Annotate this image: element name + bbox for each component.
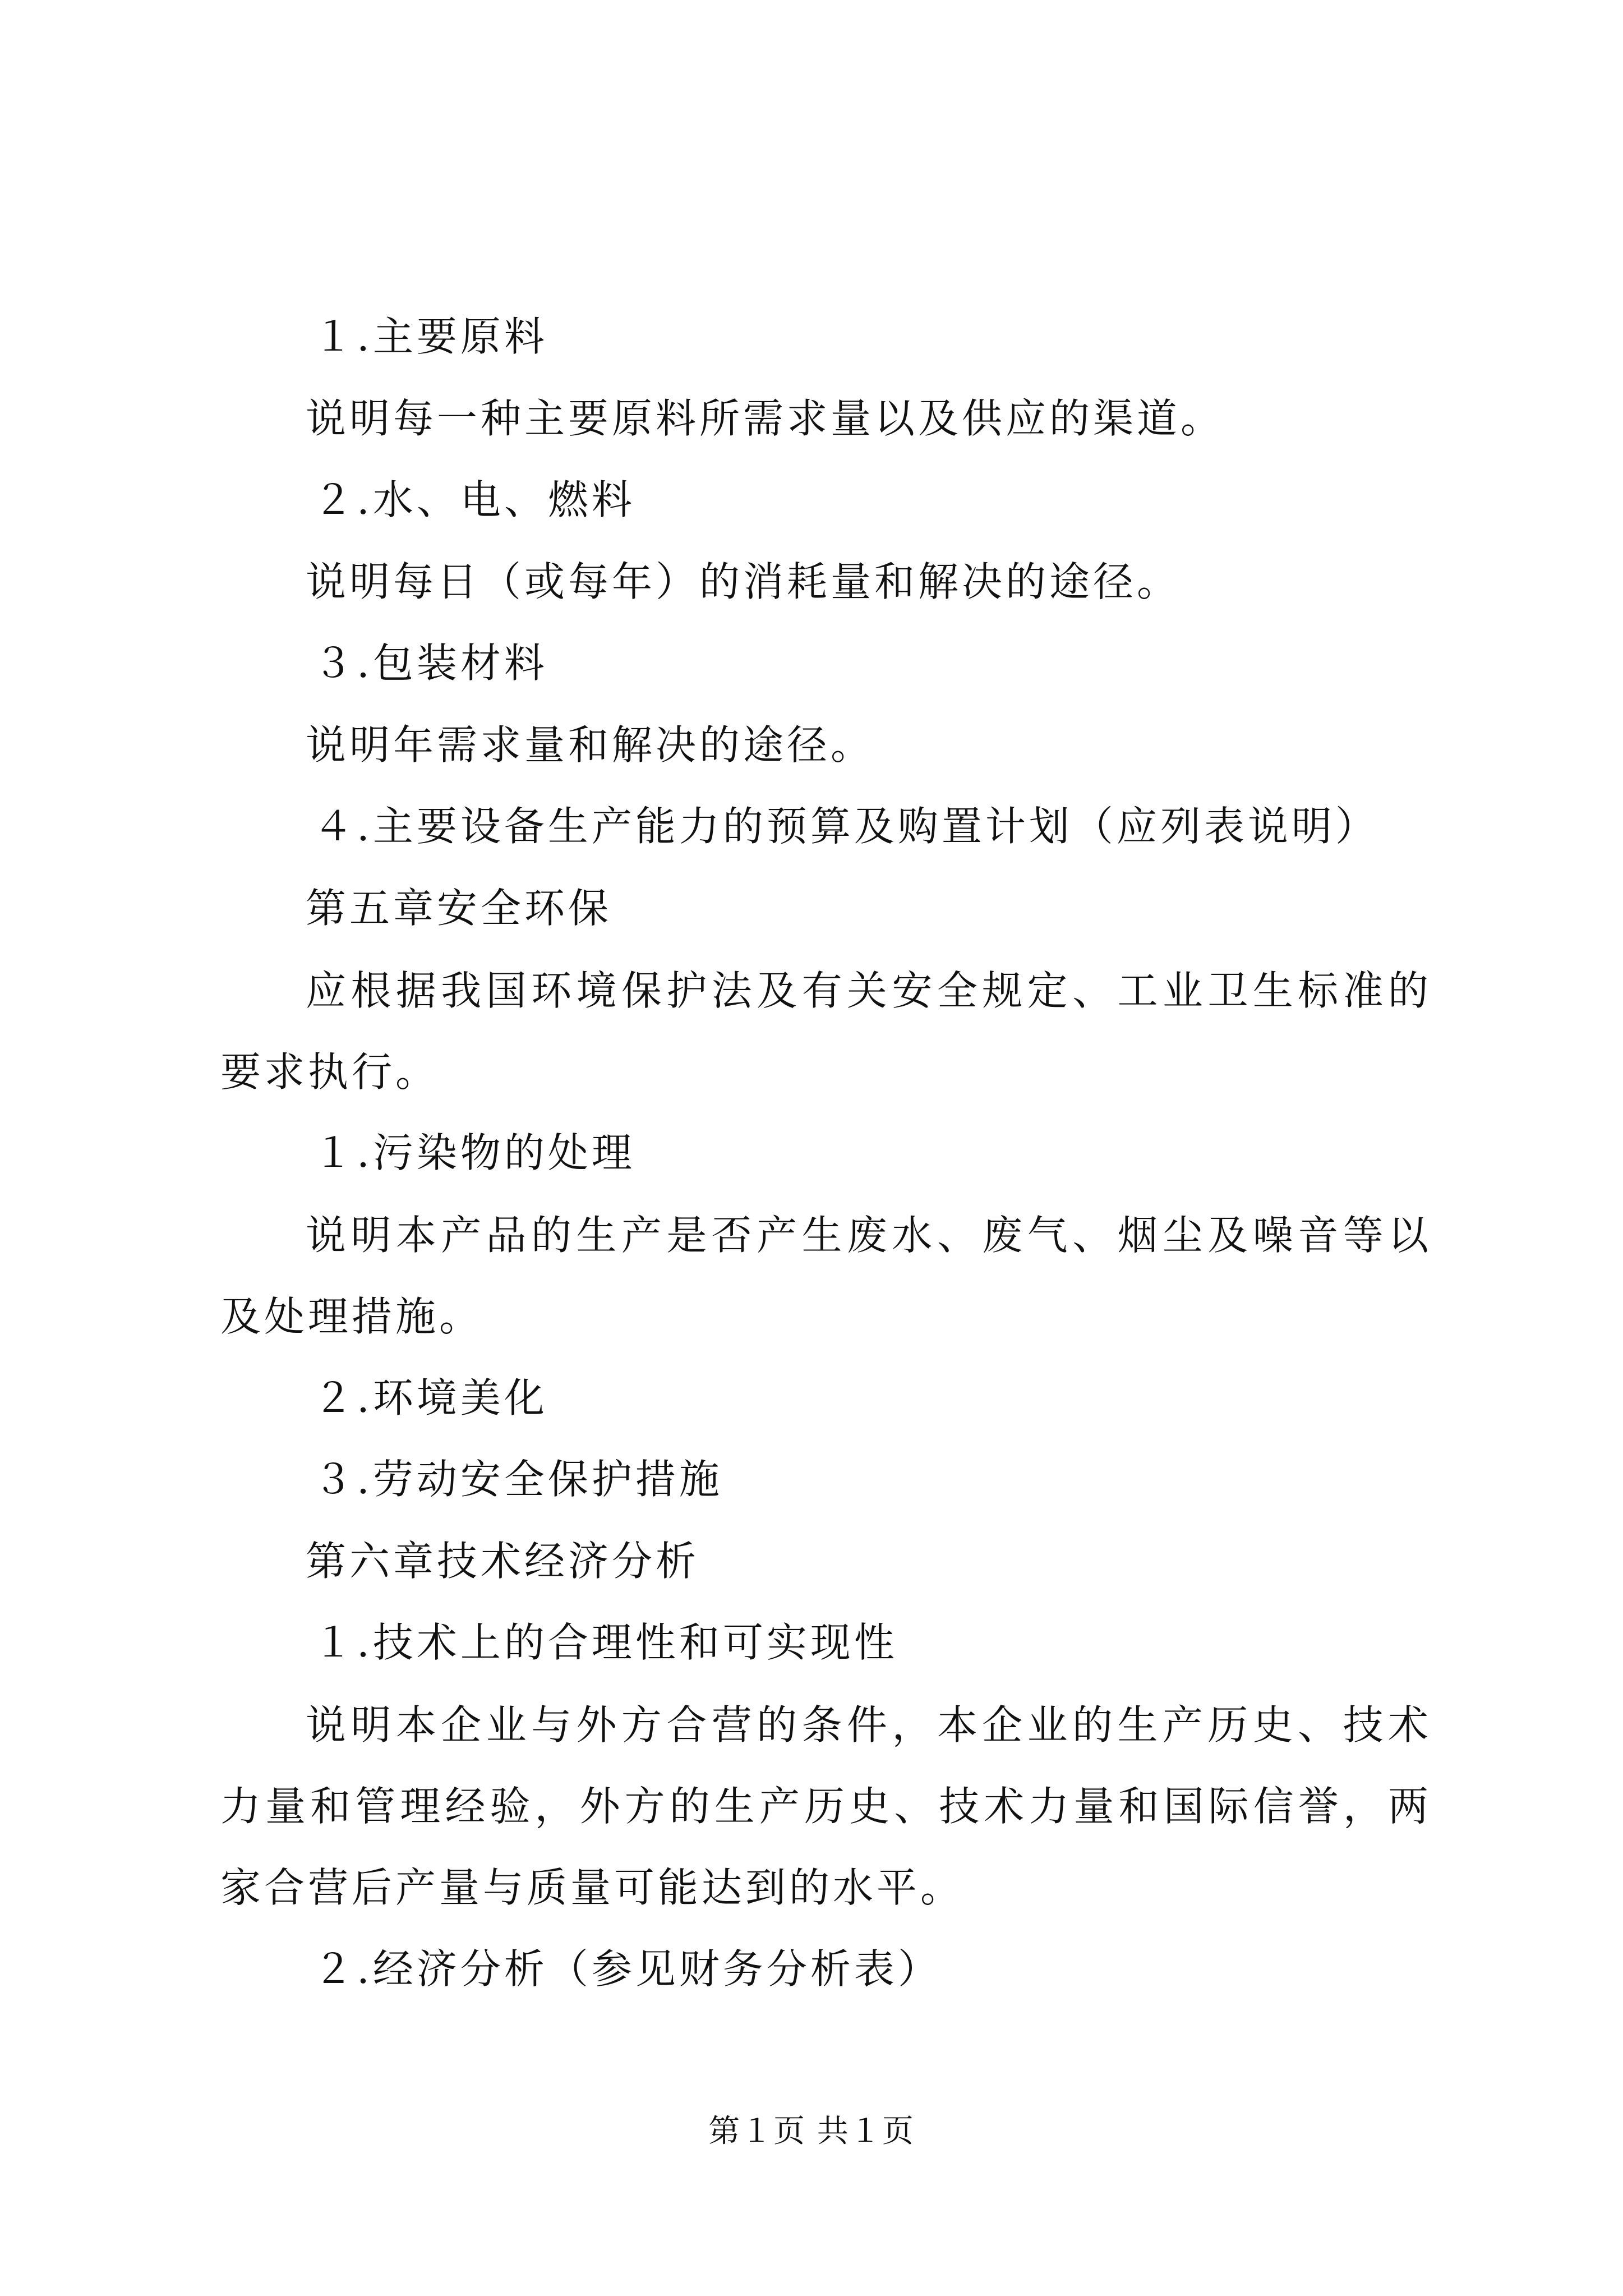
- item-packaging-materials: ３.包装材料: [313, 639, 548, 687]
- paragraph-pollutant-desc: 说明本产品的生产是否产生废水、废气、烟尘及噪音等以及处理措施。: [220, 1212, 1432, 1340]
- item-technical-feasibility: １.技术上的合理性和可实现性: [313, 1619, 898, 1666]
- paragraph-packaging-desc: 说明年需求量和解决的途径。: [306, 721, 875, 769]
- paragraph-environment-law: 应根据我国环境保护法及有关安全规定、工业卫生标准的要求执行。: [220, 967, 1432, 1096]
- item-environment-beautify: ２.环境美化: [313, 1374, 548, 1421]
- chapter-six-heading: 第六章技术经济分析: [306, 1538, 700, 1585]
- paragraph-raw-materials-desc: 说明每一种主要原料所需求量以及供应的渠道。: [306, 395, 1225, 442]
- item-equipment-capacity: ４.主要设备生产能力的预算及购置计划（应列表说明）: [313, 803, 1379, 850]
- chapter-five-heading: 第五章安全环保: [306, 885, 612, 932]
- item-water-power-fuel: ２.水、电、燃料: [313, 476, 635, 523]
- paragraph-consumption-desc: 说明每日（或每年）的消耗量和解决的途径。: [306, 558, 1181, 605]
- item-main-raw-materials: １.主要原料: [313, 313, 548, 360]
- item-pollutant-treatment: １.污染物的处理: [313, 1129, 635, 1176]
- paragraph-joint-venture-desc: 说明本企业与外方合营的条件，本企业的生产历史、技术力量和管理经验，外方的生产历史、技术力量和国际信誉，两家合营后产量与质量可能达到的水平。: [220, 1701, 1432, 1911]
- item-labor-safety: ３.劳动安全保护措施: [313, 1456, 723, 1503]
- item-economic-analysis: ２.经济分析（参见财务分析表）: [313, 1945, 942, 1993]
- page-number-footer: 第１页 共１页: [708, 2113, 915, 2150]
